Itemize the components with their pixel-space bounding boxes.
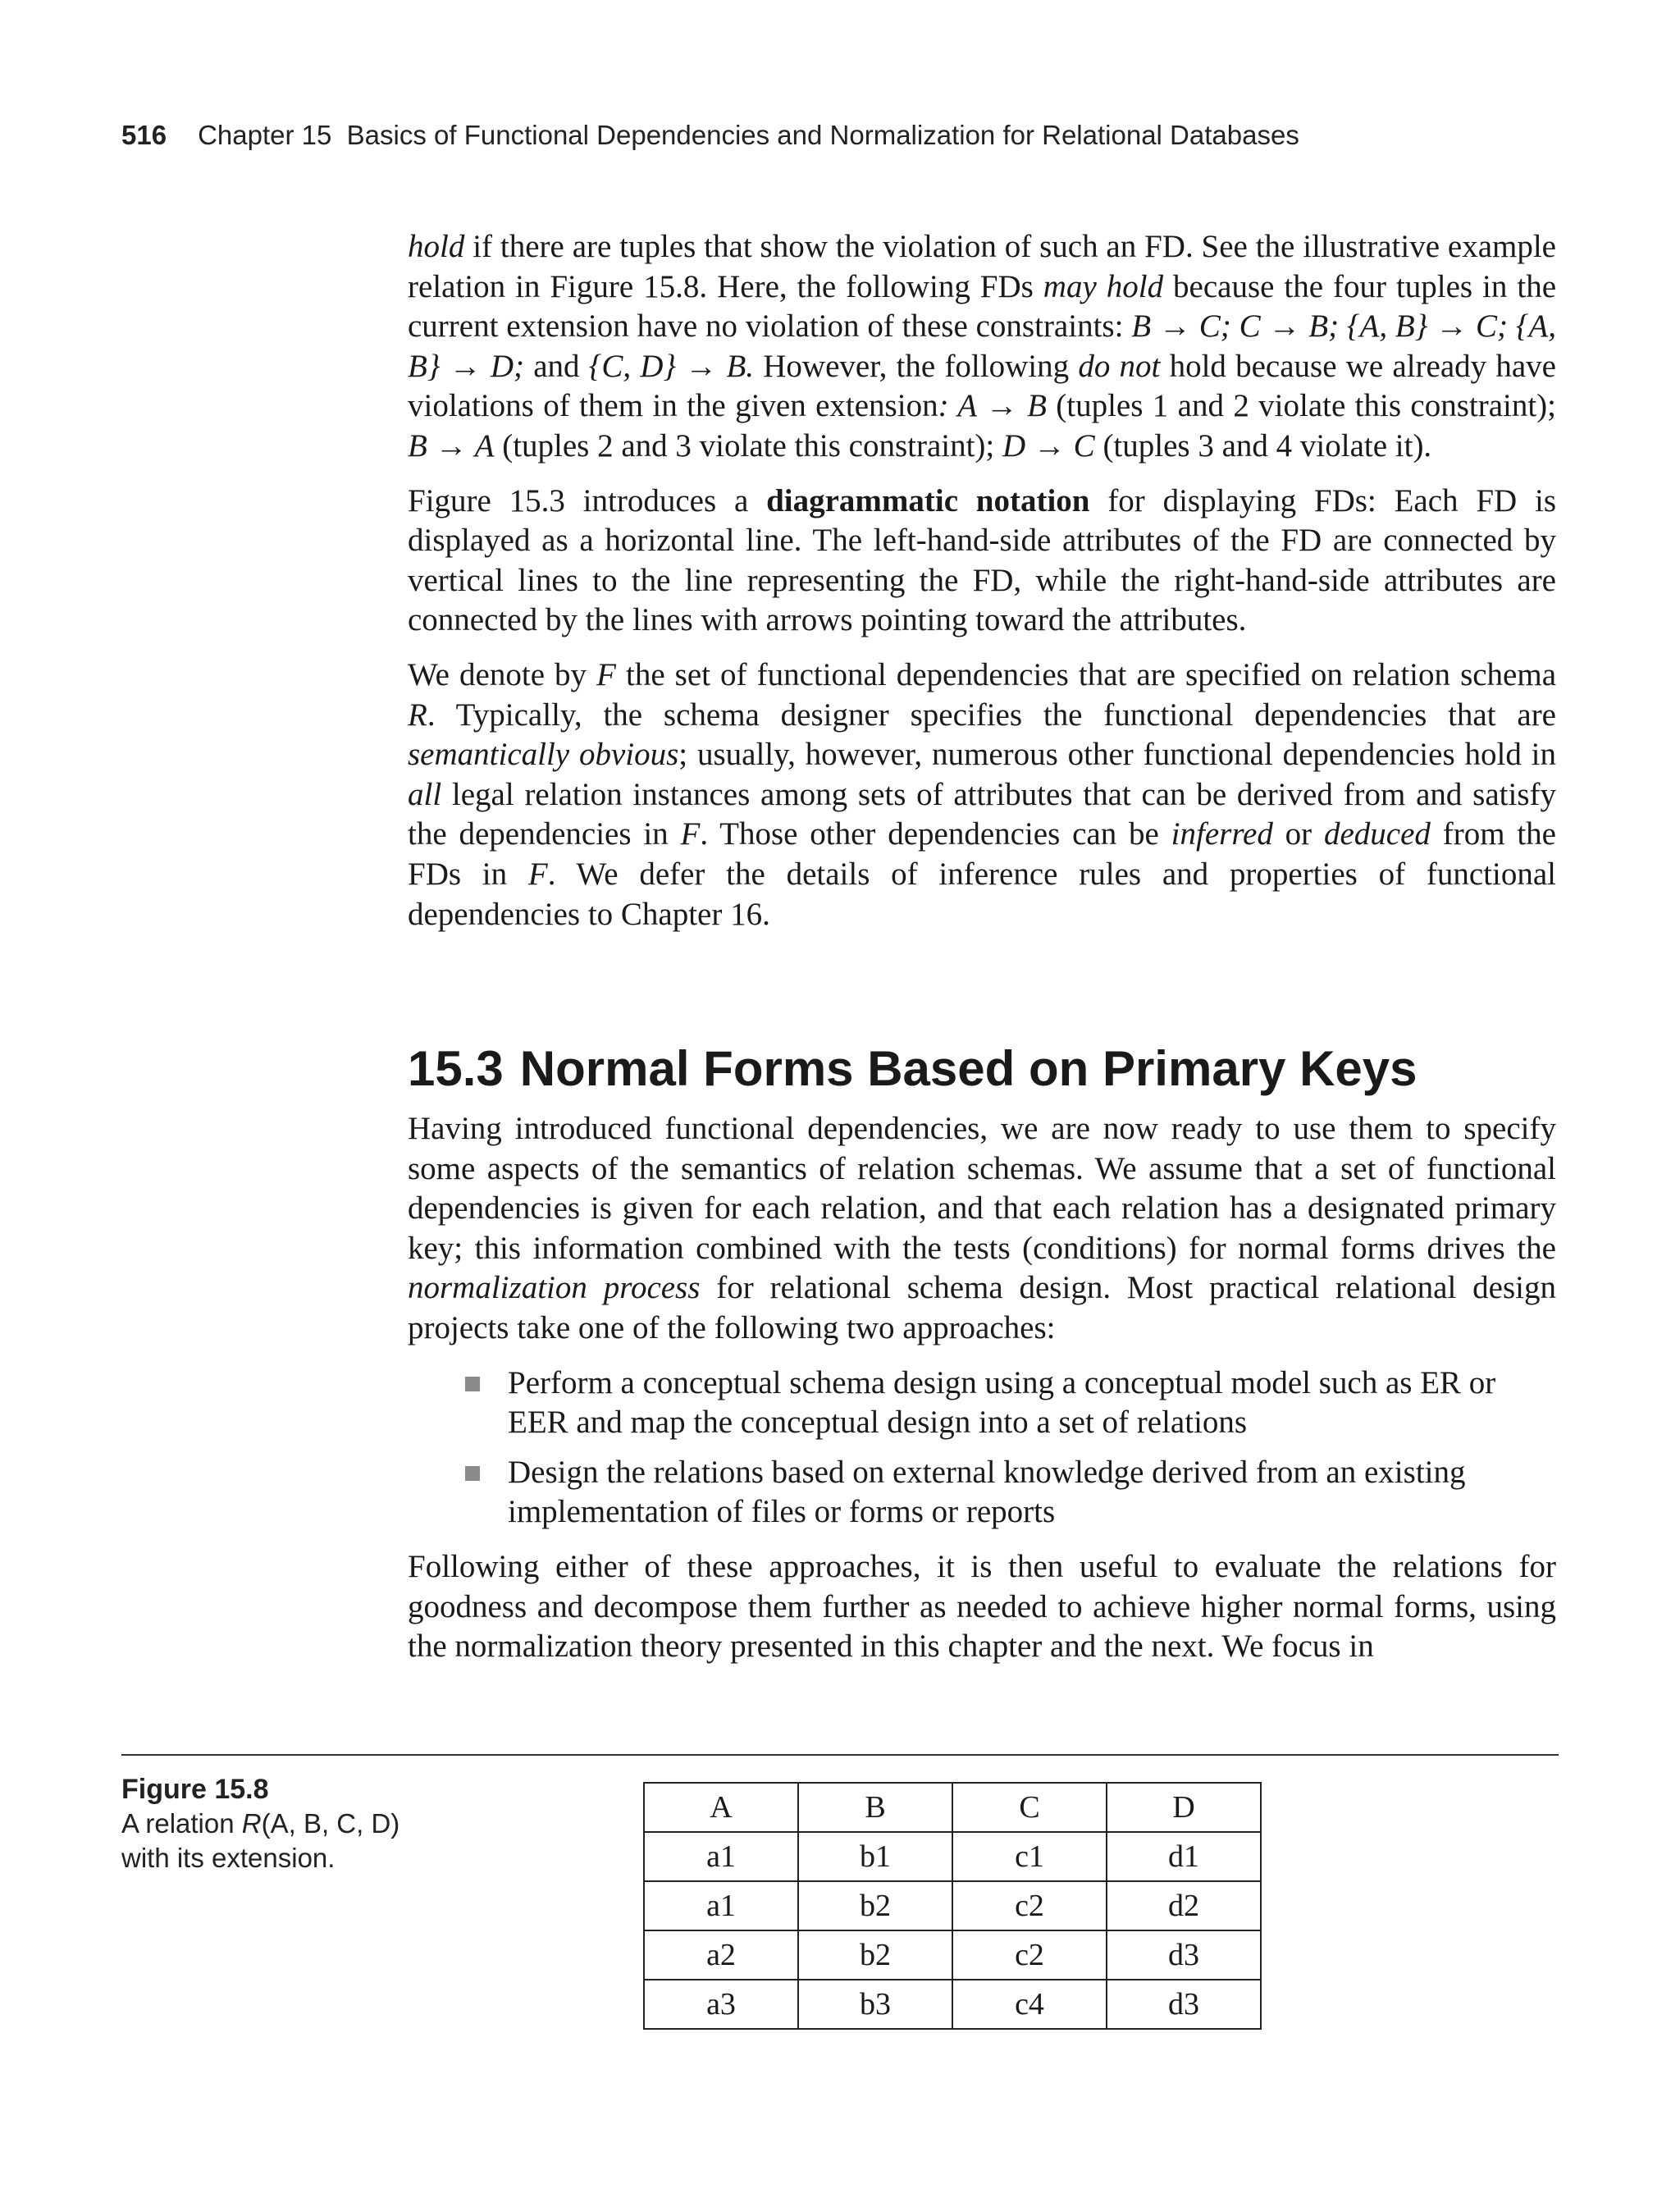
figure-divider bbox=[121, 1754, 1559, 1756]
table-cell: c2 bbox=[952, 1930, 1107, 1980]
relation-table bbox=[643, 1782, 1262, 2030]
table-cell: b1 bbox=[798, 1832, 952, 1881]
paragraph-2: Figure 15.3 introduces a diagrammatic notation for displaying FDs: Each FD is displayed as a horizontal line. The left-hand-side attributes of the FD are connected by vertical lines to the line representing the FD, while the right-hand-side attributes are connected by the lines with arrows pointing toward the attributes. bbox=[408, 482, 1556, 638]
figure-label: Figure 15.8 bbox=[121, 1774, 269, 1805]
list-item bbox=[408, 1453, 1556, 1533]
list-item bbox=[408, 1364, 1556, 1443]
table-cell: a1 bbox=[644, 1832, 798, 1881]
table-header-row bbox=[644, 1783, 1261, 1832]
running-title: Chapter 15 Basics of Functional Dependencies and Normalization for Relational Databases bbox=[198, 120, 1299, 150]
table-cell: a3 bbox=[644, 1980, 798, 2029]
figure-caption bbox=[121, 1772, 433, 1875]
table-cell: c4 bbox=[952, 1980, 1107, 2029]
table-cell: d2 bbox=[1107, 1881, 1261, 1930]
table-cell: d1 bbox=[1107, 1832, 1261, 1881]
approach-list bbox=[408, 1364, 1556, 1533]
caption-post: (A, B, C, D) with its extension. bbox=[121, 1808, 400, 1873]
paragraph-1: hold if there are tuples that show the violation of such an FD. See the illustrative example relation in Figure 15.8. Here, the following FDs may hold because the four tuples in the current extension have no violation of these constraints: B → C; C → B; {A, B} → C; {A, B} → D; and {C, D} → B. However, the following do not hold because we already have violations of them in the given extension: A → B (tuples 1 and 2 violate this constraint); B → A (tuples 2 and 3 violate this constraint); D → C (tuples 3 and 4 violate it). bbox=[408, 229, 1556, 464]
table-cell: c2 bbox=[952, 1881, 1107, 1930]
table-cell: d3 bbox=[1107, 1980, 1261, 2029]
running-header bbox=[121, 120, 1559, 151]
body-column-bottom bbox=[408, 1109, 1556, 1682]
list-item-text: Design the relations based on external knowledge derived from an existing implementation of files or forms or reports bbox=[508, 1454, 1466, 1530]
section-heading bbox=[408, 1040, 1418, 1097]
table-cell: b2 bbox=[798, 1881, 952, 1930]
section-title: Normal Forms Based on Primary Keys bbox=[519, 1041, 1418, 1096]
caption-relation-name: R bbox=[241, 1808, 262, 1839]
table-cell: b2 bbox=[798, 1930, 952, 1980]
column-header: B bbox=[798, 1783, 952, 1832]
column-header: D bbox=[1107, 1783, 1261, 1832]
paragraph-3: We denote by F the set of functional dependencies that are specified on relation schema R. Typically, the schema designer specifies the functional dependencies that are semantically obvious; usually, however, numerous other functional dependencies hold in all legal relation instances among sets of attributes that can be derived from and satisfy the dependencies in F. Those other dependencies can be inferred or deduced from the FDs in F. We defer the details of inference rules and properties of functional dependencies to Chapter 16. bbox=[408, 656, 1557, 932]
body-column-top bbox=[408, 227, 1556, 949]
caption-pre: A relation bbox=[121, 1808, 242, 1839]
column-header: C bbox=[952, 1783, 1107, 1832]
list-item-text: Perform a conceptual schema design using a conceptual model such as ER or EER and map the conceptual design into a set of relations bbox=[508, 1364, 1496, 1441]
table-row bbox=[644, 1980, 1261, 2029]
table-cell: a2 bbox=[644, 1930, 798, 1980]
paragraph-5: Following either of these approaches, it is then useful to evaluate the relations for goodness and decompose them further as needed to achieve higher normal forms, using the normalization theory presented in this chapter and the next. We focus in bbox=[408, 1548, 1556, 1665]
bullet-square-icon bbox=[465, 1377, 480, 1391]
bullet-square-icon bbox=[465, 1466, 480, 1481]
table-row bbox=[644, 1832, 1261, 1881]
column-header: A bbox=[644, 1783, 798, 1832]
table-row bbox=[644, 1930, 1261, 1980]
table-cell: b3 bbox=[798, 1980, 952, 2029]
table-row bbox=[644, 1881, 1261, 1930]
page-number: 516 bbox=[121, 120, 167, 150]
table-cell: a1 bbox=[644, 1881, 798, 1930]
table-cell: d3 bbox=[1107, 1930, 1261, 1980]
paragraph-4: Having introduced functional dependencies, we are now ready to use them to specify some aspects of the semantics of relation schemas. We assume that a set of functional dependencies is given for each relation, and that each relation has a designated primary key; this information combined with the tests (conditions) for normal forms drives the normalization process for relational schema design. Most practical relational design projects take one of the following two approaches: bbox=[408, 1111, 1556, 1345]
section-number: 15.3 bbox=[408, 1041, 504, 1096]
table-cell: c1 bbox=[952, 1832, 1107, 1881]
